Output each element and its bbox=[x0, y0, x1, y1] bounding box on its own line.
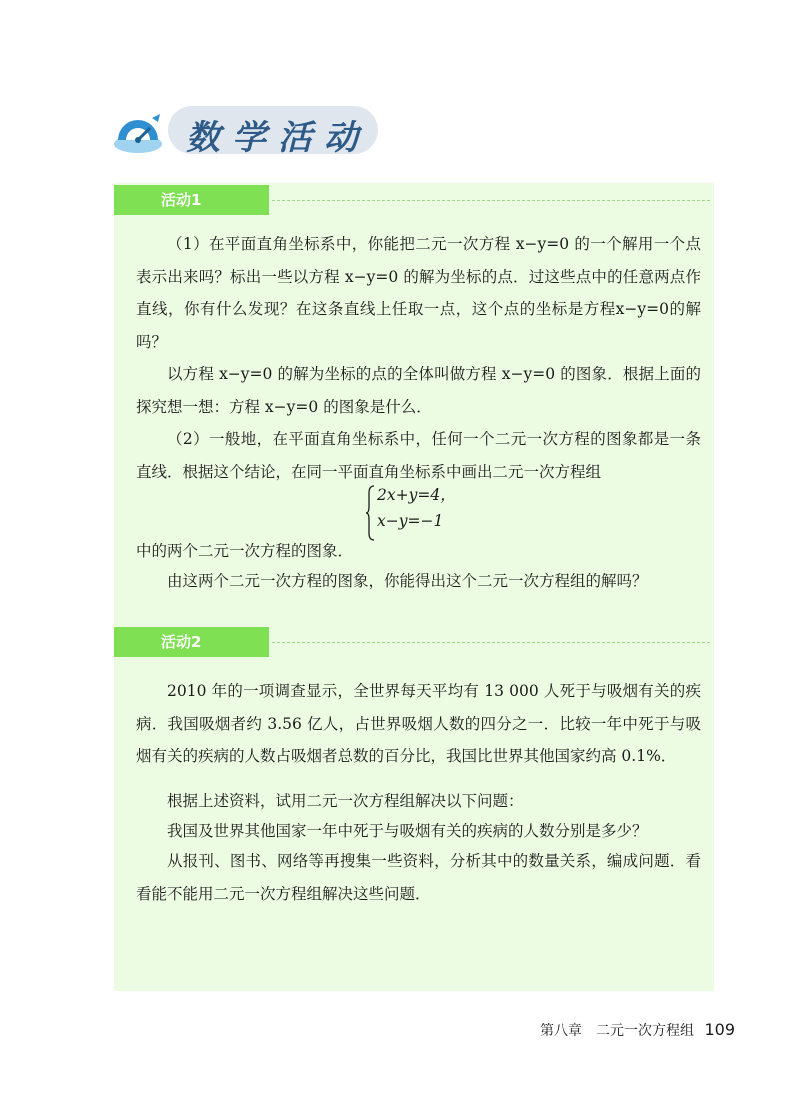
page-header bbox=[112, 100, 412, 160]
activity2-tab: 活动2 bbox=[114, 627, 269, 657]
activity2-paragraph-3: 我国及世界其他国家一年中死于与吸烟有关的疾病的人数分别是多少？ bbox=[167, 822, 648, 840]
activity2-divider bbox=[272, 642, 710, 643]
activity1-paragraph-5: 由这两个二元一次方程的图象，你能得出这个二元一次方程组的解吗？ bbox=[167, 572, 648, 590]
page-title: 数学活动 bbox=[186, 118, 370, 158]
equation-1: 2x+y=4， bbox=[377, 486, 456, 504]
activity1-paragraph-2: 以方程 x−y=0 的解为坐标的点的全体叫做方程 x−y=0 的图象．根据上面的探究想一想：方程 x−y=0 的图象是什么． bbox=[136, 365, 701, 416]
activity1-tab: 活动1 bbox=[114, 185, 269, 215]
page-number: 109 bbox=[704, 1020, 735, 1039]
activity2-paragraph-4: 从报刊、图书、网络等再搜集一些资料，分析其中的数量关系，编成问题．看看能不能用二元一次方程组解决这些问题． bbox=[136, 852, 701, 903]
activity2-paragraph-2: 根据上述资料，试用二元一次方程组解决以下问题： bbox=[167, 792, 524, 810]
activity1-paragraph-3: （2）一般地，在平面直角坐标系中，任何一个二元一次方程的图象都是一条直线．根据这个结论，在同一平面直角坐标系中画出二元一次方程组 bbox=[136, 430, 701, 481]
equation-system bbox=[365, 483, 505, 543]
left-brace bbox=[365, 485, 375, 541]
chapter-title: 第八章 二元一次方程组 bbox=[540, 1023, 694, 1039]
equation-2: x−y=−1 bbox=[377, 512, 444, 530]
activity1-paragraph-1: （1）在平面直角坐标系中，你能把二元一次方程 x−y=0 的一个解用一个点表示出来吗？标出一些以方程 x−y=0 的解为坐标的点．过这些点中的任意两点作直线，你有什么发现？在这条直线上任取一点，这个点的坐标是方程x−y=0的解吗？ bbox=[136, 235, 701, 351]
activity1-divider bbox=[272, 200, 710, 201]
page-footer bbox=[540, 1020, 735, 1040]
activity1-paragraph-4: 中的两个二元一次方程的图象． bbox=[136, 542, 354, 560]
activity2-paragraph-1: 2010 年的一项调查显示，全世界每天平均有 13 000 人死于与吸烟有关的疾病．我国吸烟者约 3.56 亿人，占世界吸烟人数的四分之一．比较一年中死于与吸烟有关的疾病的人数占吸烟者总数的百分比，我国比世界其他国家约高 0.1%． bbox=[136, 682, 701, 765]
gauge-book-icon bbox=[112, 110, 164, 154]
